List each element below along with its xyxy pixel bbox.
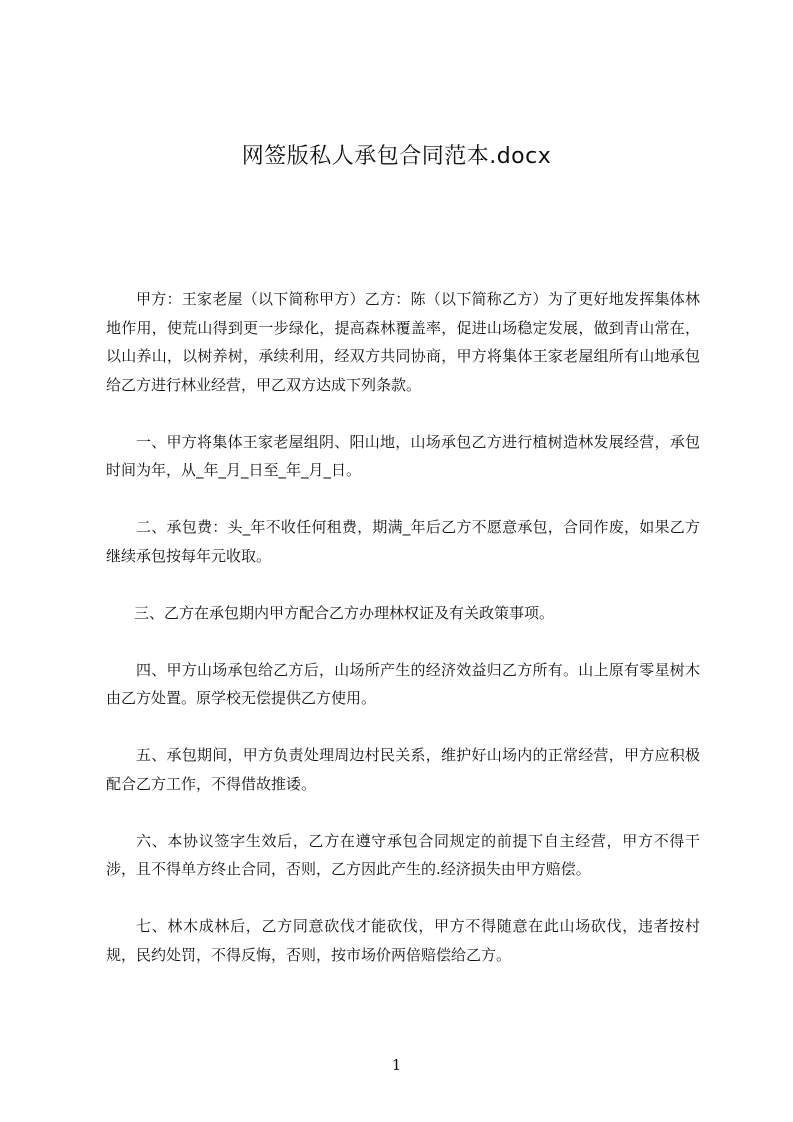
intro-paragraph: 甲方：王家老屋（以下简称甲方）乙方：陈（以下简称乙方）为了更好地发挥集体林地作用，使荒山得到更一步绿化，提高森林覆盖率，促进山场稳定发展，做到青山常在，以山养山，以树养树，承续利用，经双方共同协商，甲方将集体王家老屋组所有山地承包给乙方进行林业经营，甲乙双方达成下列条款。 [106,290,700,394]
clause-1-paragraph: 一、甲方将集体王家老屋组阴、阳山地，山场承包乙方进行植树造林发展经营，承包时间为年，从_年_月_日至_年_月_日。 [106,432,700,479]
page-number: 1 [391,1056,402,1074]
document-title: 网签版私人承包合同范本.docx [241,144,552,169]
clause-2-paragraph: 二、承包费：头_年不收任何租费，期满_年后乙方不愿意承包，合同作废，如果乙方继续承包按每年元收取。 [106,518,700,565]
clause-7-paragraph: 七、林木成林后，乙方同意砍伐才能砍伐，甲方不得随意在此山场砍伐，违者按村规，民约处罚，不得反悔，否则，按市场价两倍赔偿给乙方。 [106,917,700,964]
clause-5-paragraph: 五、承包期间，甲方负责处理周边村民关系，维护好山场内的正常经营，甲方应积极配合乙方工作，不得借故推诿。 [106,746,700,793]
document-body [106,285,700,969]
clause-6-paragraph: 六、本协议签字生效后，乙方在遵守承包合同规定的前提下自主经营，甲方不得干涉，且不得单方终止合同，否则，乙方因此产生的.经济损失由甲方赔偿。 [106,831,700,878]
clause-4-paragraph: 四、甲方山场承包给乙方后，山场所产生的经济效益归乙方所有。山上原有零星树木由乙方处置。原学校无偿提供乙方使用。 [106,660,700,707]
clause-3-paragraph: 三、乙方在承包期内甲方配合乙方办理林权证及有关政策事项。 [134,603,555,622]
